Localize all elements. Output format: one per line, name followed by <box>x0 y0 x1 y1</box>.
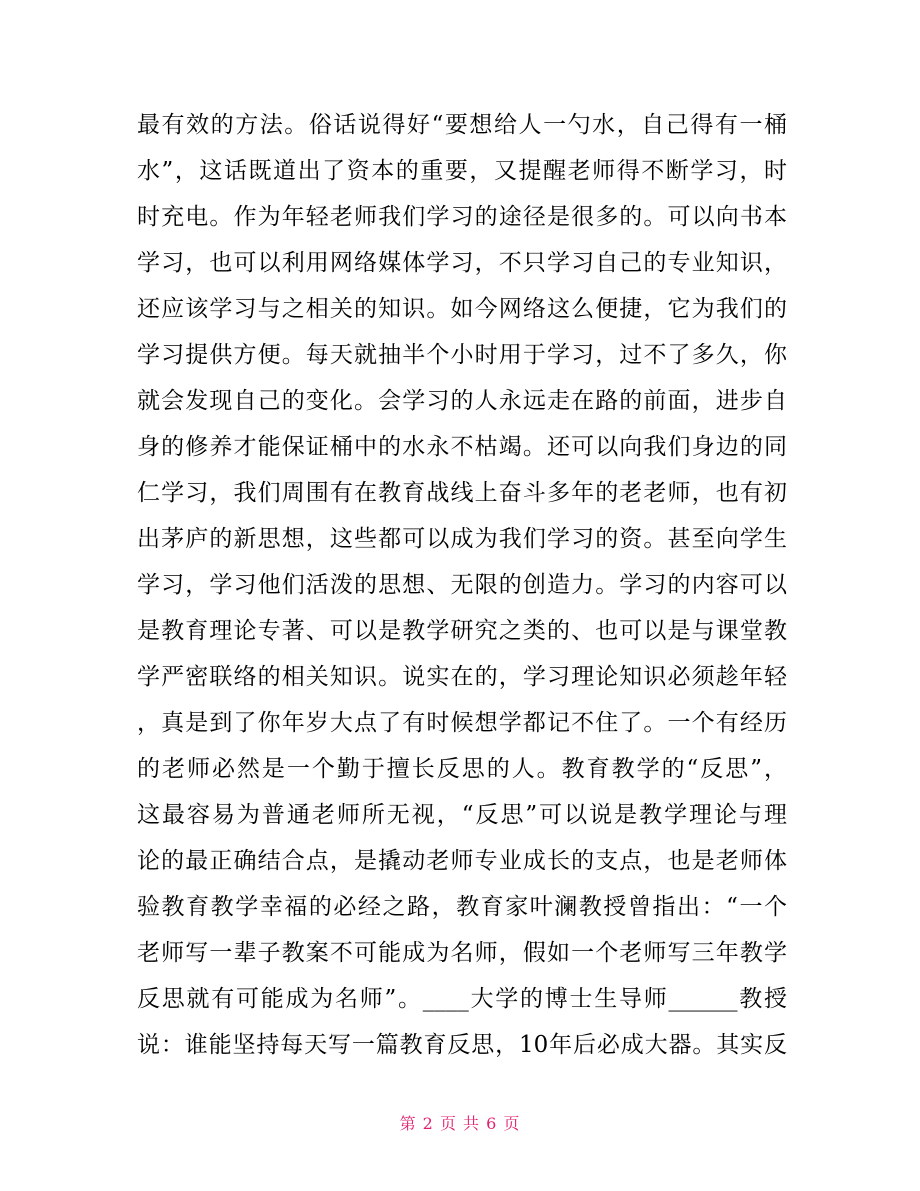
text-line: 出茅庐的新思想，这些都可以成为我们学习的资。甚至向学生 <box>137 526 787 552</box>
text-line: 还应该学习与之相关的知识。如今网络这么便捷，它为我们的 <box>137 296 787 322</box>
text-line: 身的修养才能保证桶中的水永不枯竭。还可以向我们身边的同 <box>137 434 787 460</box>
text-line: 论的最正确结合点，是撬动老师专业成长的支点，也是老师体 <box>137 848 787 874</box>
text-line: 时充电。作为年轻老师我们学习的途径是很多的。可以向书本 <box>137 204 787 230</box>
text-line: 反思就有可能成为名师”。____大学的博士生导师______教授 <box>137 986 787 1012</box>
text-line: 是教育理论专著、可以是教学研究之类的、也可以是与课堂教 <box>137 618 787 644</box>
text-line: 学习提供方便。每天就抽半个小时用于学习，过不了多久，你 <box>137 342 787 368</box>
text-line: 水”，这话既道出了资本的重要，又提醒老师得不断学习，时 <box>137 158 787 184</box>
text-line: 最有效的方法。俗话说得好“要想给人一勺水，自己得有一桶 <box>137 112 787 138</box>
text-line: 学严密联络的相关知识。说实在的，学习理论知识必须趁年轻 <box>137 664 787 690</box>
page-number-footer: 第 2 页 共 6 页 <box>399 1114 521 1133</box>
text-line: 说：谁能坚持每天写一篇教育反思，10年后必成大器。其实反 <box>137 1032 787 1058</box>
text-line: 学习，学习他们活泼的思想、无限的创造力。学习的内容可以 <box>137 572 787 598</box>
text-line: 的老师必然是一个勤于擅长反思的人。教育教学的“反思”， <box>137 756 787 782</box>
text-line: 老师写一辈子教案不可能成为名师，假如一个老师写三年教学 <box>137 940 787 966</box>
text-line: 仁学习，我们周围有在教育战线上奋斗多年的老老师，也有初 <box>137 480 787 506</box>
body-paragraph <box>137 102 787 1068</box>
text-line: 就会发现自己的变化。会学习的人永远走在路的前面，进步自 <box>137 388 787 414</box>
text-line: 这最容易为普通老师所无视，“反思”可以说是教学理论与理 <box>137 802 787 828</box>
text-line: 学习，也可以利用网络媒体学习，不只学习自己的专业知识， <box>137 250 787 276</box>
text-line: 验教育教学幸福的必经之路，教育家叶澜教授曾指出：“一个 <box>137 894 787 920</box>
text-line: ，真是到了你年岁大点了有时候想学都记不住了。一个有经历 <box>137 710 787 736</box>
